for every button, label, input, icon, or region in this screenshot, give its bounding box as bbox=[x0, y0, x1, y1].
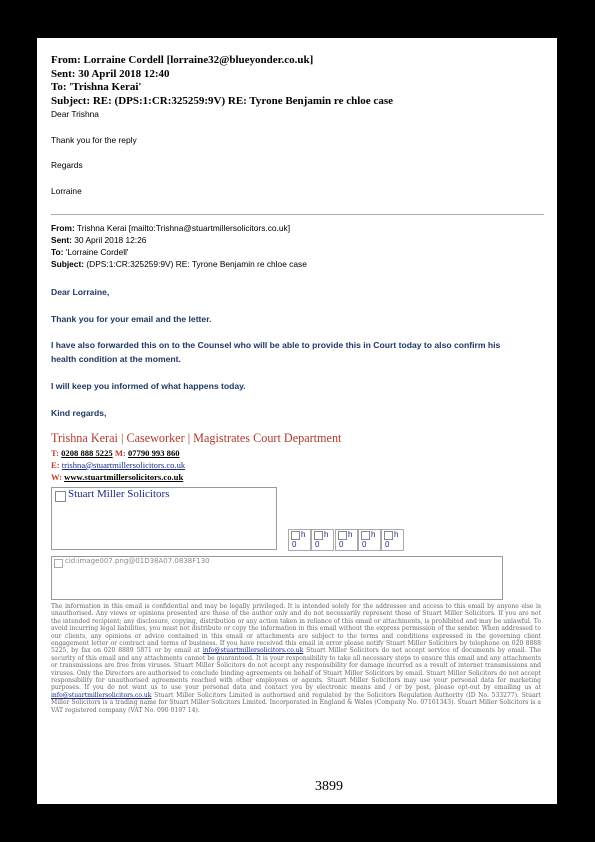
reply-sent: Sent: 30 April 2018 12:40 bbox=[51, 68, 170, 80]
orig-closing: Kind regards, bbox=[51, 408, 107, 418]
signature-name: Trishna Kerai | Caseworker | Magistrates Court Department bbox=[51, 431, 342, 445]
orig-greeting: Dear Lorraine, bbox=[51, 287, 110, 297]
reply-to: To: 'Trishna Kerai' bbox=[51, 81, 142, 93]
orig-para-1: Thank you for your email and the letter. bbox=[51, 314, 212, 324]
phone-link[interactable]: 0208 888 5225 bbox=[61, 448, 113, 458]
reply-subject: Subject: RE: (DPS:1:CR:325259:9V) RE: Tyrone Benjamin re chloe case bbox=[51, 95, 393, 107]
orig-sent: Sent: 30 April 2018 12:26 bbox=[51, 235, 147, 245]
document-page bbox=[37, 38, 557, 804]
signature-website: W: www.stuartmillersolicitors.co.uk bbox=[51, 472, 184, 482]
broken-image-icon bbox=[55, 491, 66, 502]
reply-from: From: Lorraine Cordell [lorraine32@blueyonder.co.uk] bbox=[51, 54, 314, 66]
social-icon[interactable]: h 0 bbox=[288, 529, 311, 551]
divider bbox=[51, 214, 544, 215]
orig-para-3: I will keep you informed of what happens today. bbox=[51, 381, 246, 391]
email-link[interactable]: trishna@stuartmillersolicitors.co.uk bbox=[61, 460, 186, 470]
logo-image: Stuart Miller Solicitors bbox=[51, 487, 277, 550]
orig-para-2b: health condition at the moment. bbox=[51, 354, 181, 364]
social-icon[interactable]: h 0 bbox=[335, 529, 358, 551]
optout-email-link[interactable]: info@stuartmillersolicitors.co.uk bbox=[51, 691, 152, 699]
social-icon[interactable]: h 0 bbox=[381, 529, 404, 551]
orig-subject: Subject: (DPS:1:CR:325259:9V) RE: Tyrone Benjamin re chloe case bbox=[51, 259, 307, 269]
broken-image-icon bbox=[54, 559, 63, 568]
disclaimer-email-link[interactable]: info@stuartmillersolicitors.co.uk bbox=[202, 647, 304, 655]
reply-body-line: Thank you for the reply bbox=[51, 135, 137, 145]
disclaimer-text: The information in this email is confidential and may be legally privileged. It is intended solely for the addressee and access to this email by anyone else is unauthorised. Any views or opinions presented are those of the author only and do not necessarily represent those of Stuart Miller Solicitors. If you are not the intended recipient; any disclosure, copying, distribution or any action taken in reliance of this email or attachments, is prohibited and may be unlawful. To avoid incurring legal liabilities, you must not distribute or copy the information in this email without the express permission of the sender. When addressed to our clients, any opinions or advice contained in this email or attachments are subject to the terms and conditions expressed in the governing client engagement letter or contract and terms of business. If you have received this email in error please notify Stuart Miller Solicitors by telephone on 020 8888 5225, by fax on 020 8889 5871 or by email at info@stuartmillersolicitors.co.uk Stuart Miller Solicitors do not accept service of documents by email. The security of this email and any attachments cannot be guaranteed. It is your responsibility to take all necessary steps to ensure this email and any attachments or transmissions are free from viruses. Stuart Miller Solicitors do not accept any responsibility for damage incurred as a result of internet transmissions and viruses. Only the Directors are authorised to conclude binding agreements on behalf of Stuart Miller Solicitors by email. Stuart Miller Solicitors do not accept responsibility for unauthorised agreements reached with other employees or agents. Stuart Miller Solicitors may use your personal data for marketing purposes. If you do not want us to use your personal data and contact you by electronic means and / or by post, please opt-out by emailing us at info@stuartmillersolicitors.co.uk Stuart Miller Solicitors Limited is authorised and regulated by the Solicitors Regulation Authority (ID No. 533277). Stuart Miller Solicitors is a trading name for Stuart Miller Solicitors Limited. Incorporated in England & Wales (Company No. 07161343). Stuart Miller Solicitors is a VAT registered company (VAT No. 090 0197 14). bbox=[51, 603, 541, 714]
orig-to: To: 'Lorraine Cordell' bbox=[51, 247, 129, 257]
banner-image: cid:image007.png@01D38A07.0838F130 bbox=[51, 556, 503, 600]
signature-phone: T: 0208 888 5225 M: 07790 993 860 bbox=[51, 448, 180, 458]
mobile-link[interactable]: 07790 993 860 bbox=[127, 448, 180, 458]
orig-para-2a: I have also forwarded this on to the Counsel who will be able to provide this in Court today to also confirm his bbox=[51, 340, 501, 350]
reply-greeting: Dear Trishna bbox=[51, 109, 99, 119]
social-icon[interactable]: h 0 bbox=[311, 529, 334, 551]
signature-email: E: trishna@stuartmillersolicitors.co.uk bbox=[51, 460, 186, 470]
reply-regards: Regards bbox=[51, 160, 83, 170]
website-link[interactable]: www.stuartmillersolicitors.co.uk bbox=[64, 472, 184, 482]
page-number: 3899 bbox=[315, 779, 343, 794]
reply-signoff: Lorraine bbox=[51, 186, 82, 196]
orig-from: From: Trishna Kerai [mailto:Trishna@stuartmillersolicitors.co.uk] bbox=[51, 223, 291, 233]
social-icon[interactable]: h 0 bbox=[358, 529, 381, 551]
